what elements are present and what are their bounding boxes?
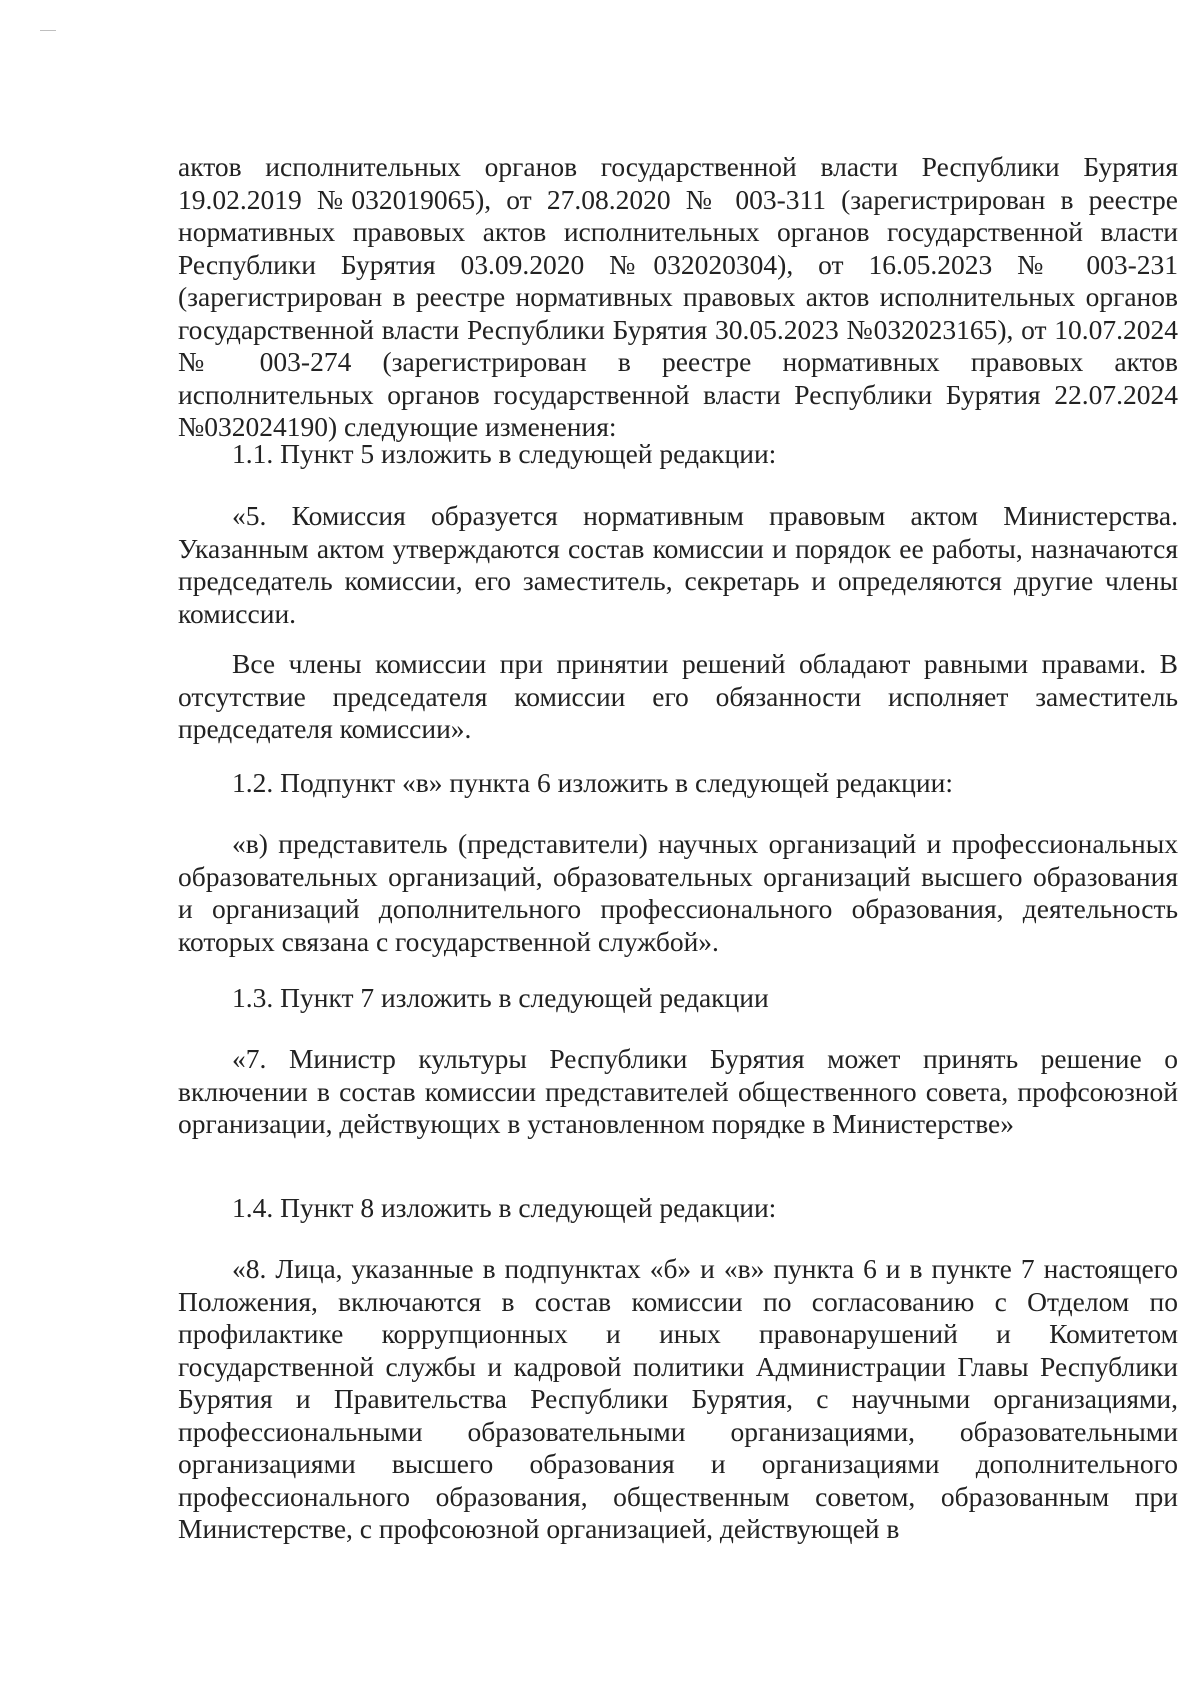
paragraph-point-7 [178,1043,1178,1141]
paragraph-text: 1.1. Пункт 5 изложить в следующей редакции: [232,438,777,469]
paragraph-point-5 [178,500,1178,630]
paragraph-text: 1.3. Пункт 7 изложить в следующей редакции [232,982,769,1013]
paragraph-text: «в) представитель (представители) научных организаций и профессиональных образовательных организаций, образовательных организаций высшего образования и организаций дополнительного профессионального образования, деятельность которых связана с государственной службой». [178,828,1178,957]
paragraph-text: «7. Министр культуры Республики Бурятия может принять решение о включении в состав комиссии представителей общественного совета, профсоюзной организации, действующих в установленном порядке в Министерстве» [178,1043,1178,1139]
scan-mark [40,30,56,31]
paragraph-text: «5. Комиссия образуется нормативным правовым актом Министерства. Указанным актом утверждаются состав комиссии и порядок ее работы, назначаются председатель комиссии, его заместитель, секретарь и определяются другие члены комиссии. [178,500,1178,629]
paragraph-subpoint-v [178,828,1178,958]
paragraph-1-2 [178,767,1178,800]
paragraph-text: Все члены комиссии при принятии решений обладают равными правами. В отсутствие председателя комиссии его обязанности исполняет заместитель председателя комиссии». [178,648,1178,744]
paragraph-point-8 [178,1253,1178,1546]
paragraph-text: «8. Лица, указанные в подпунктах «б» и «в» пункта 6 и в пункте 7 настоящего Положения, включаются в состав комиссии по согласованию с Отделом по профилактике коррупционных и иных правонарушений и Комитетом государственной службы и кадровой политики Администрации Главы Республики Бурятия и Правительства Республики Бурятия, с научными организациями, профессиональными образовательными организациями, образовательными организациями высшего образования и организациями дополнительного профессионального образования, общественным советом, образованным при Министерстве, с профсоюзной организацией, действующей в [178,1253,1178,1544]
paragraph-text: 1.2. Подпункт «в» пункта 6 изложить в следующей редакции: [232,767,953,798]
paragraph-point-5-continued [178,648,1178,746]
paragraph-intro [178,151,1178,444]
paragraph-1-3 [178,982,1178,1015]
paragraph-1-1 [178,438,1178,471]
paragraph-text: 1.4. Пункт 8 изложить в следующей редакции: [232,1192,777,1223]
paragraph-text: актов исполнительных органов государственной власти Республики Бурятия 19.02.2019 №032019065), от 27.08.2020 № 003-311 (зарегистрирован в реестре нормативных правовых актов исполнительных органов государственной власти Республики Бурятия 03.09.2020 №032020304), от 16.05.2023 № 003-231 (зарегистрирован в реестре нормативных правовых актов исполнительных органов государственной власти Республики Бурятия 30.05.2023 №032023165), от 10.07.2024 № 003-274 (зарегистрирован в реестре нормативных правовых актов исполнительных органов государственной власти Республики Бурятия 22.07.2024 №032024190) следующие изменения: [178,151,1178,442]
paragraph-1-4 [178,1192,1178,1225]
